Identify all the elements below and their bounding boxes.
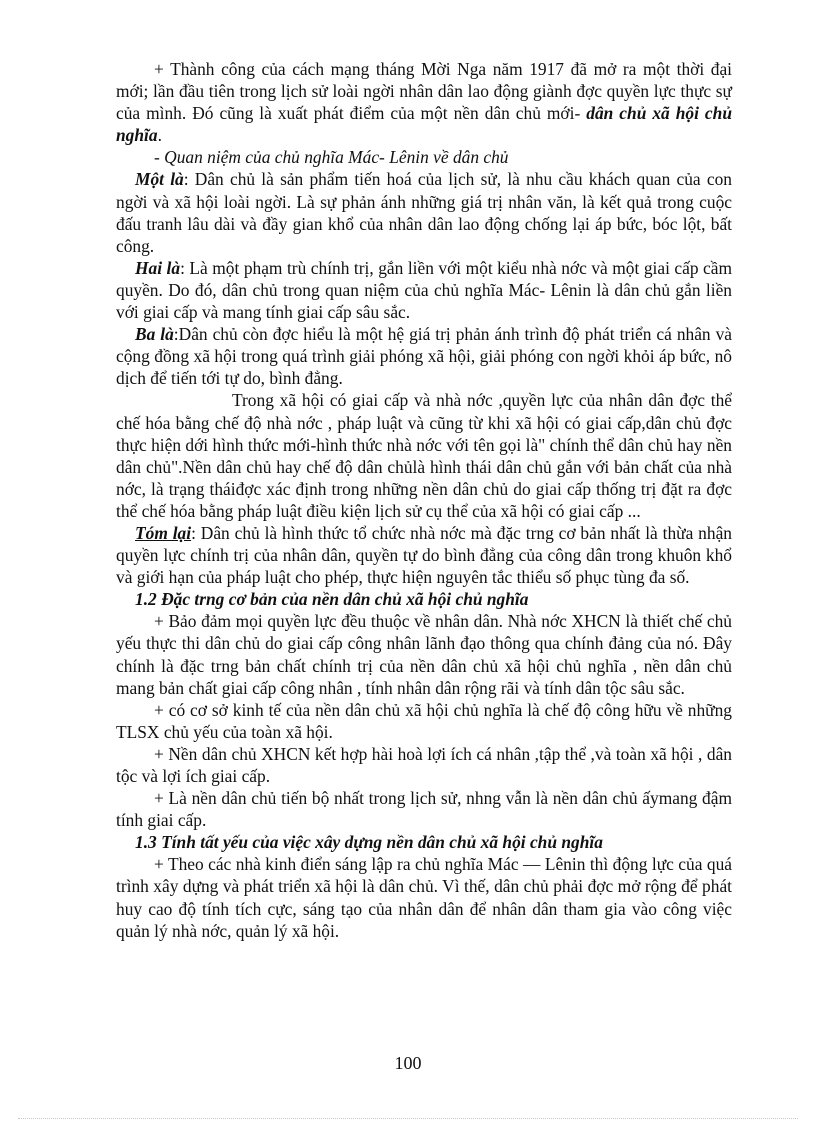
subheading-marxist-view: - Quan niệm của chủ nghĩa Mác- Lênin về dân chủ: [154, 147, 509, 168]
lead-summary: Tóm lại: [135, 522, 192, 543]
paragraph-third-point: Ba là:Dân chủ còn đợc hiểu là một hệ giá trị phản ánh trình độ phát triển cá nhân và cộng đồng xã hội trong quá trình giải phóng xã hội, giải phóng con ngời khỏi áp bức, nô dịch để tiến tới tự do, bình đẳng.: [116, 324, 733, 389]
paragraph-feature-interests: + Nền dân chủ XHCN kết hợp hài hoà lợi ích cá nhân ,tập thể ,và toàn xã hội , dân tộc và lợi ích giai cấp.: [116, 743, 732, 786]
lead-first: Một là: [135, 169, 184, 190]
paragraph-class-society: Trong xã hội có giai cấp và nhà nớc ,quyền lực của nhân dân đợc thể chế hóa bằng chế độ nhà nớc , pháp luật và cũng từ khi xã hội có giai cấp,dân chủ đợc thực hiện dới hình thức mới-hình thức nhà nớc với tên gọi là" chính thể dân chủ hay nền dân chủ".Nền dân chủ hay chế độ dân chủlà hình thái dân chủ gắn với bản chất của nhà nớc, là trạng tháiđợc xác định trong những nền dân chủ do giai cấp thống trị đặt ra đợc thể chế hóa bằng pháp luật điều kiện lịch sử cụ thể của xã hội có giai cấp ...: [116, 390, 732, 521]
emphasis-socialist-democracy: dân chủ xã hội chủ nghĩa: [116, 103, 732, 146]
page-number: 100: [394, 1053, 422, 1073]
lead-third: Ba là: [135, 324, 174, 345]
body-text: [116, 58, 732, 942]
paragraph-feature-progressive: + Là nền dân chủ tiến bộ nhất trong lịch sử, nhng vẫn là nền dân chủ ấymang đậm tính giai cấp.: [116, 788, 732, 831]
section-heading-1-3: 1.3 Tính tất yếu của việc xây dựng nền dân chủ xã hội chủ nghĩa: [135, 832, 603, 853]
page-bottom-divider: [18, 1118, 798, 1119]
paragraph-feature-power: + Bảo đảm mọi quyền lực đều thuộc về nhân dân. Nhà nớc XHCN là thiết chế chủ yếu thực thi dân chủ do giai cấp công nhân lãnh đạo thông qua chính đảng của nó. Đây chính là đặc trng bản chất chính trị của nền dân chủ xã hội chủ nghĩa , nền dân chủ mang bản chất giai cấp công nhân , tính nhân dân rộng rãi và tính dân tộc sâu sắc.: [116, 611, 732, 698]
section-heading-1-2: 1.2 Đặc trng cơ bản của nền dân chủ xã hội chủ nghĩa: [135, 589, 529, 610]
paragraph-feature-economy: + có cơ sở kinh tế của nền dân chủ xã hội chủ nghĩa là chế độ công hữu về những TLSX chủ yếu của toàn xã hội.: [116, 699, 732, 742]
paragraph-second-point: Hai là: Là một phạm trù chính trị, gắn liền với một kiểu nhà nớc và một giai cấp cầm quyền. Do đó, dân chủ trong quan niệm của chủ nghĩa Mác- Lênin là dân chủ gắn liền với giai cấp và mang tính giai cấp sâu sắc.: [116, 257, 732, 323]
paragraph-summary: Tóm lại: Dân chủ là hình thức tổ chức nhà nớc mà đặc trng cơ bản nhất là thừa nhận quyền lực chính trị của nhân dân, quyền tự do bình đẳng của công dân trong khuôn khổ và giới hạn của pháp luật cho phép, thực hiện nguyên tắc thiểu số phục tùng đa số.: [116, 522, 732, 588]
paragraph-first-point: Một là: Dân chủ là sản phẩm tiến hoá của lịch sử, là nhu cầu khách quan của con ngời và xã hội loài ngời. Là sự phản ánh những giá trị nhân văn, là kết quả trong cuộc đấu tranh lâu dài và đầy gian khổ của nhân dân lao động chống lại áp bức, bóc lột, bất công.: [116, 169, 732, 256]
lead-second: Hai là: [135, 257, 181, 278]
paragraph-necessity: + Theo các nhà kinh điển sáng lập ra chủ nghĩa Mác — Lênin thì động lực của quá trình xây dựng và phát triển xã hội là dân chủ. Vì thế, dân chủ phải đợc mở rộng để phát huy cao độ tính tích cực, sáng tạo của nhân dân để nhân dân tham gia vào công việc quản lý nhà nớc, quản lý xã hội.: [116, 854, 732, 941]
paragraph-october-revolution: + Thành công của cách mạng tháng Mời Nga năm 1917 đã mở ra một thời đại mới; lần đầu tiên trong lịch sử loài ngời nhân dân lao động giành đợc quyền lực thực sự của mình. Đó cũng là xuất phát điểm của một nền dân chủ mới- dân chủ xã hội chủ nghĩa.: [116, 59, 732, 146]
